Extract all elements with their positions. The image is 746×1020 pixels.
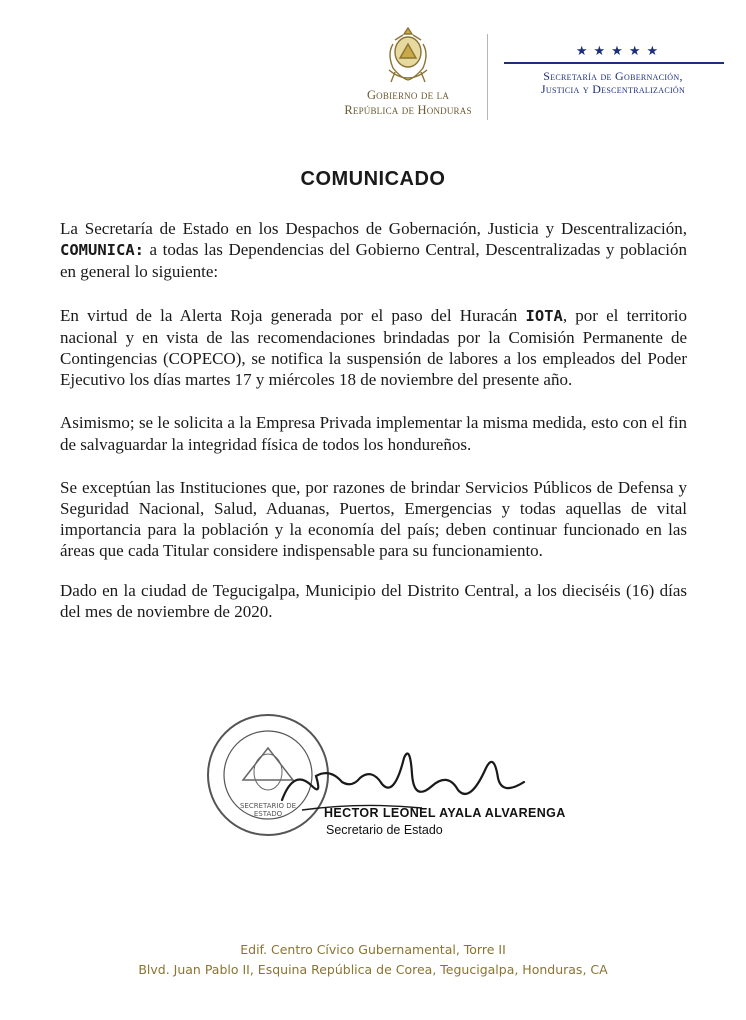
secretaria-logo: [498, 44, 728, 96]
paragraph-2: [60, 305, 687, 391]
government-logo: [338, 24, 478, 118]
bold-iota: IOTA: [525, 306, 563, 325]
footer-line-1: Edif. Centro Cívico Gubernamental, Torre II: [240, 942, 506, 957]
document-title: COMUNICADO: [300, 168, 446, 190]
bold-comunica: COMUNICA:: [60, 241, 144, 260]
government-name-line2: República de Honduras: [344, 103, 472, 117]
paragraph-3: Asimismo; se le solicita a la Empresa Privada implementar la misma medida, esto con el fin de salvaguardar la integridad física de todos los hondureños.: [60, 413, 687, 454]
svg-text:ESTADO: ESTADO: [253, 810, 283, 818]
government-name-line1: Gobierno de la: [366, 88, 450, 102]
signer-name: HECTOR LEONEL AYALA ALVARENGA: [324, 806, 566, 820]
letterhead: [0, 0, 746, 140]
signer-title: Secretario de Estado: [326, 823, 443, 837]
stars-icon: ★★★★★: [575, 44, 665, 59]
paragraph-2-text-a: En virtud de la Alerta Roja generada por el paso del Huracán: [60, 305, 526, 325]
secretaria-name: [498, 70, 728, 96]
secretaria-name-line2: Justicia y Descentralización: [540, 82, 686, 96]
paragraph-1-text-a: La Secretaría de Estado en los Despachos de Gobernación, Justicia y Descentralización,: [60, 219, 687, 238]
paragraph-2-text-b: , por el territorio nacional y en vista de las recomendaciones brindadas por la Comisión Permanente de Contingencias (COPECO), se notifica la suspensión de labores a los empleados del Poder Ejecutivo los días martes 17 y miércoles 18 de noviembre del presente año.: [60, 305, 687, 390]
secretaria-name-line1: Secretaría de Gobernación,: [543, 69, 683, 83]
paragraph-4: Se exceptúan las Instituciones que, por razones de brindar Servicios Públicos de Defensa y Seguridad Nacional, Salud, Aduanas, Puertos, Emergencias y todas aquellas de vital importancia para la población y la economía del país; deben continuar funcionado en las áreas que cada Titular considere indispensable para su funcionamiento.: [60, 477, 687, 561]
footer-line-2: Blvd. Juan Pablo II, Esquina República de Corea, Tegucigalpa, Honduras, CA: [138, 962, 608, 977]
government-name: [338, 88, 478, 118]
secretaria-rule: [504, 62, 724, 64]
document-body: [60, 218, 687, 644]
paragraph-1: [60, 218, 687, 283]
paragraph-1-text-b: a todas las Dependencias del Gobierno Central, Descentralizadas y población en general lo siguiente:: [60, 240, 687, 282]
paragraph-5: Dado en la ciudad de Tegucigalpa, Municipio del Distrito Central, a los dieciséis (16) días del mes de noviembre de 2020.: [60, 580, 687, 621]
header-divider: [487, 34, 488, 120]
footer-address: [0, 940, 746, 980]
svg-text:SECRETARIO DE: SECRETARIO DE: [239, 802, 297, 810]
coat-of-arms-icon: [381, 24, 435, 86]
